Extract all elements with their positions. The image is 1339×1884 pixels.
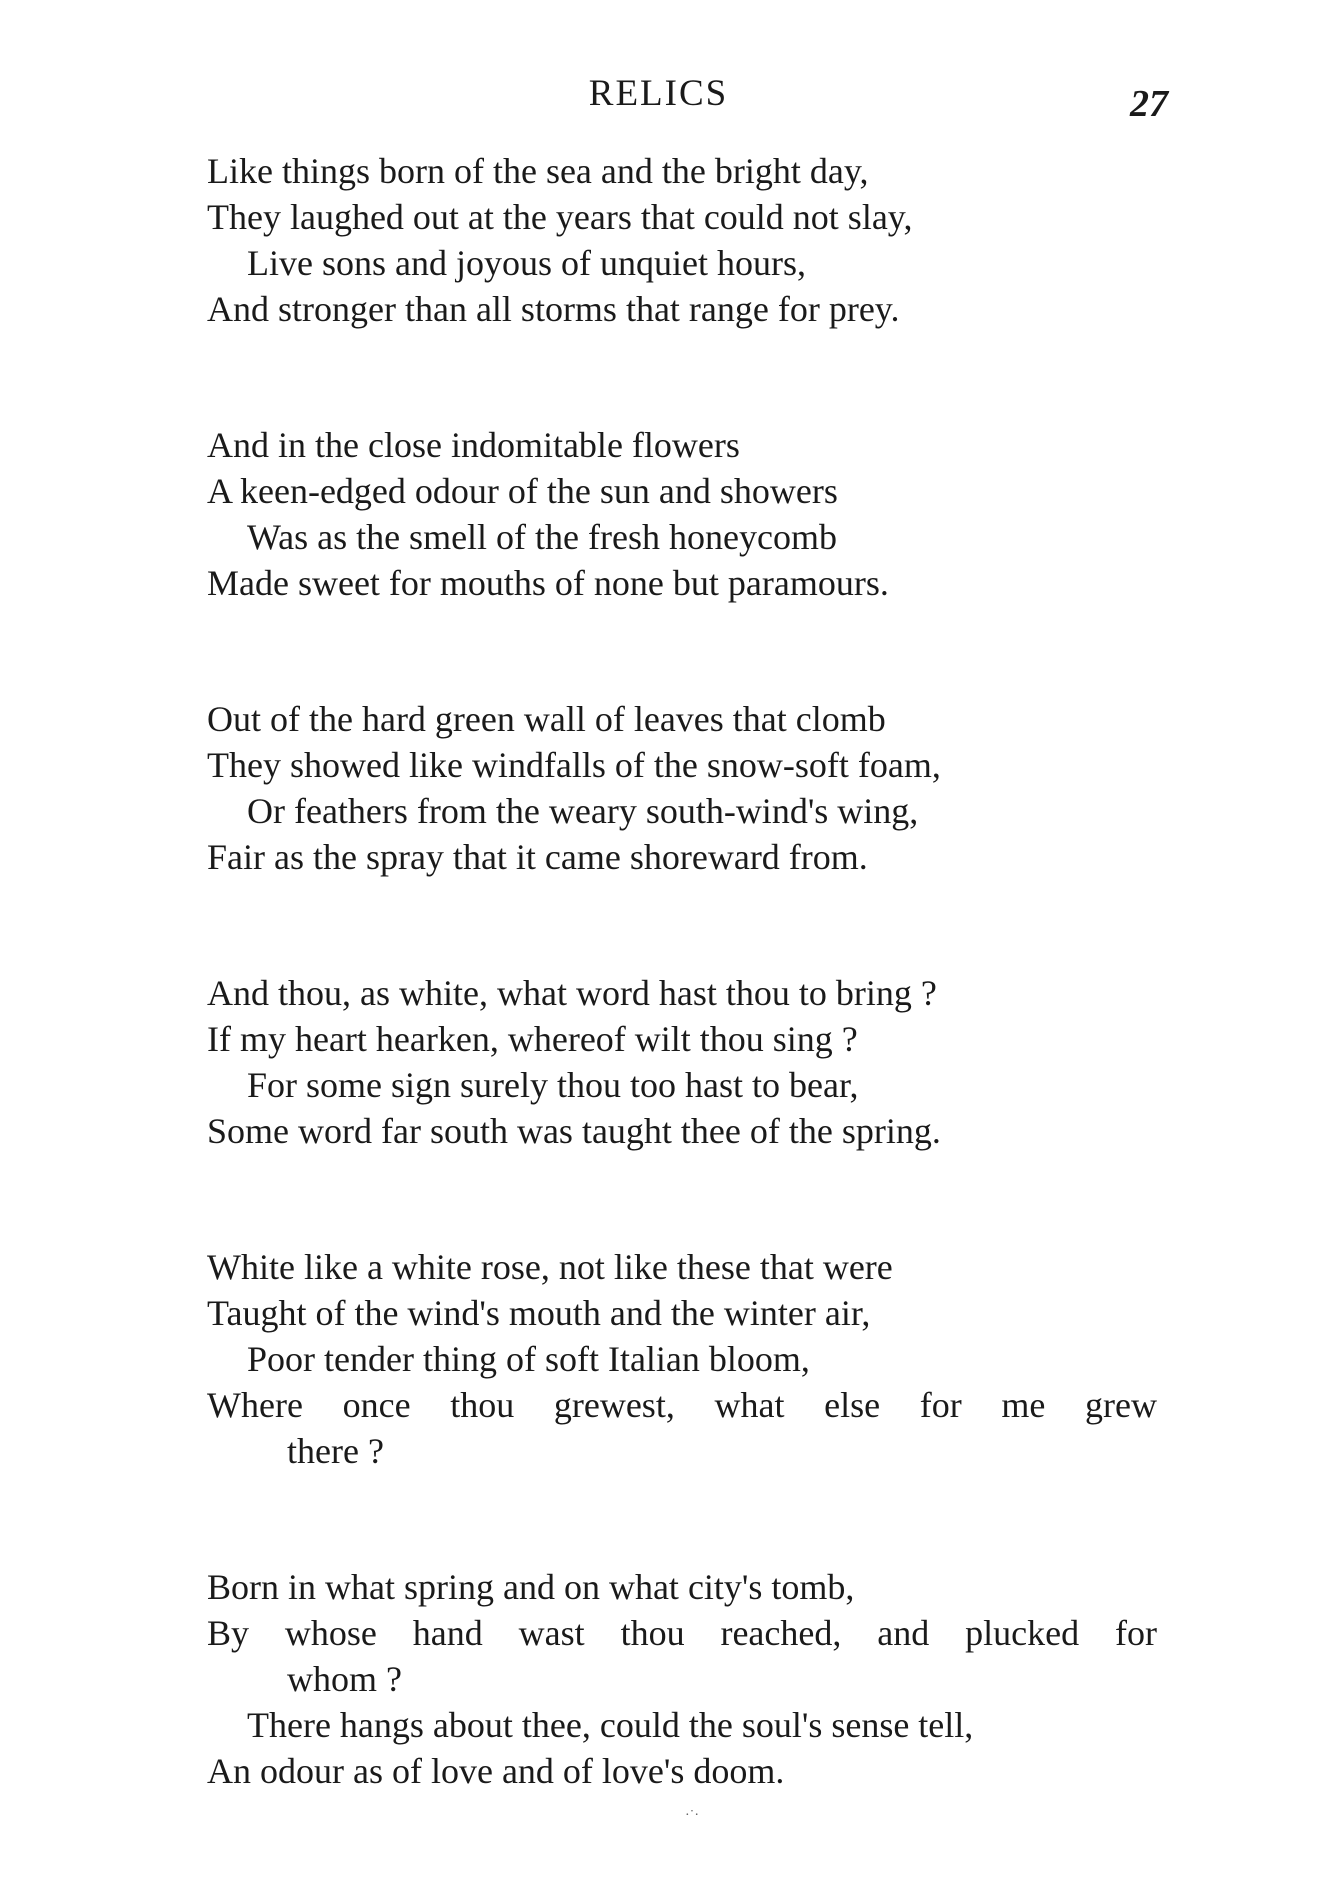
poem-line: And in the close indomitable flowers [207,425,740,465]
stanza-3 [207,696,1207,880]
poem-line: Was as the smell of the fresh honeycomb [247,517,837,557]
chapter-title: RELICS [588,73,729,114]
poem-line: Born in what spring and on what city's tomb, [207,1567,855,1607]
poem-body [207,148,1207,1884]
poem-line: Made sweet for mouths of none but paramours. [207,563,889,603]
poem-line: Like things born of the sea and the bright day, [207,151,869,191]
poem-line: For some sign surely thou too hast to bear, [247,1065,859,1105]
stanza-6 [207,1564,1207,1794]
poem-line: And stronger than all storms that range for prey. [207,289,900,329]
stanza-2 [207,422,1207,606]
poem-line: By whose hand wast thou reached, and plucked for [207,1613,1157,1653]
poem-line: Poor tender thing of soft Italian bloom, [247,1339,810,1379]
poem-line: They showed like windfalls of the snow-soft foam, [207,745,941,785]
stanza-1 [207,148,1207,332]
poem-line: Or feathers from the weary south-wind's wing, [247,791,919,831]
stanza-5 [207,1244,1207,1474]
poem-line: If my heart hearken, whereof wilt thou sing ? [207,1019,858,1059]
poem-line-continuation: there ? [287,1431,384,1471]
poem-line: An odour as of love and of love's doom. [207,1751,785,1791]
poem-line: Out of the hard green wall of leaves that clomb [207,699,886,739]
poem-line-continuation: whom ? [287,1659,402,1699]
page-number: 27 [1130,83,1168,125]
poem-line: Some word far south was taught thee of the spring. [207,1111,941,1151]
poem-line: They laughed out at the years that could not slay, [207,197,913,237]
poem-line: Taught of the wind's mouth and the winter air, [207,1293,871,1333]
poem-line: White like a white rose, not like these that were [207,1247,893,1287]
poem-line: And thou, as white, what word hast thou to bring ? [207,973,937,1013]
poem-line: Where once thou grewest, what else for me grew [207,1385,1157,1425]
poem-line: A keen-edged odour of the sun and showers [207,471,838,511]
poem-line: Live sons and joyous of unquiet hours, [247,243,806,283]
poem-line: There hangs about thee, could the soul's sense tell, [247,1705,974,1745]
poem-line: Fair as the spray that it came shoreward from. [207,837,868,877]
printer-ornament: ·˙· [685,1808,699,1823]
stanza-4 [207,970,1207,1154]
